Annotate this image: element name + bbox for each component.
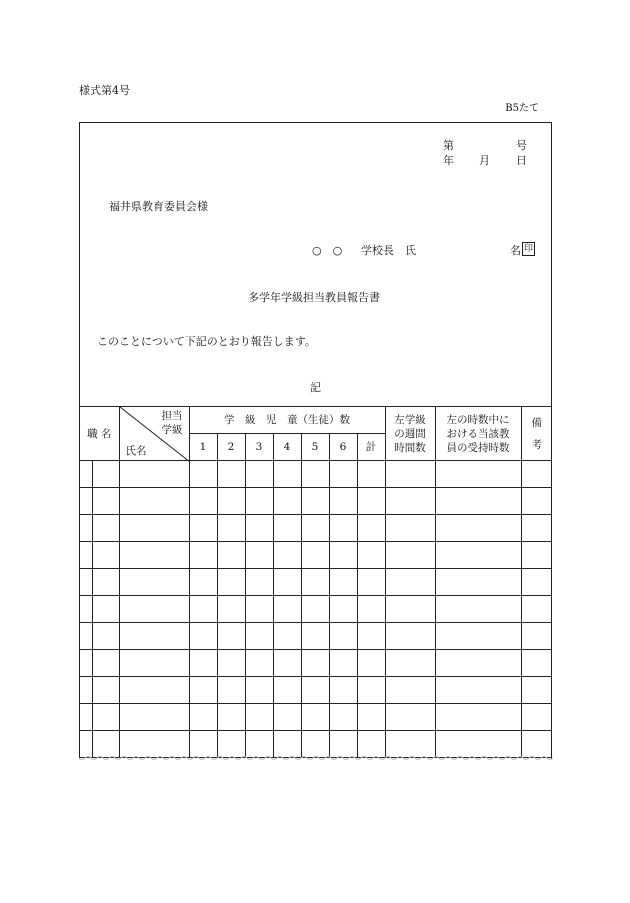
- date-day: 日: [516, 154, 527, 167]
- table-cell: [80, 461, 92, 488]
- table-cell: [273, 704, 301, 731]
- table-cell: [80, 542, 92, 569]
- table-cell: [189, 488, 217, 515]
- table-cell: [273, 731, 301, 758]
- table-cell: [521, 650, 552, 677]
- table-row: [80, 515, 552, 542]
- grade-6: 6: [329, 434, 357, 461]
- table-cell: [189, 461, 217, 488]
- table-cell: [119, 569, 189, 596]
- table-cell: [329, 677, 357, 704]
- continuation-wavy-edge: [79, 755, 553, 763]
- table-cell: [273, 461, 301, 488]
- table-cell: [217, 596, 245, 623]
- table-cell: [273, 569, 301, 596]
- table-cell: [80, 704, 92, 731]
- table-cell: [80, 515, 92, 542]
- table-cell: [329, 542, 357, 569]
- table-cell: [385, 542, 435, 569]
- table-cell: [385, 515, 435, 542]
- table-cell: [80, 623, 92, 650]
- table-row: [80, 596, 552, 623]
- report-title: 多学年学級担当教員報告書: [248, 291, 380, 304]
- table-cell: [385, 650, 435, 677]
- table-cell: [189, 623, 217, 650]
- table-cell: [357, 731, 385, 758]
- table-cell: [435, 704, 521, 731]
- table-cell: [385, 569, 435, 596]
- report-form-frame: [79, 122, 552, 759]
- table-cell: [301, 677, 329, 704]
- table-cell: [301, 596, 329, 623]
- table-cell: [521, 488, 552, 515]
- table-cell: [119, 461, 189, 488]
- form-number: 様式第4号: [79, 84, 130, 97]
- table-cell: [273, 650, 301, 677]
- table-cell: [301, 542, 329, 569]
- table-cell: [92, 596, 119, 623]
- table-cell: [521, 731, 552, 758]
- table-cell: [435, 569, 521, 596]
- table-cell: [435, 731, 521, 758]
- sender-school-placeholder: ○ ○: [312, 244, 343, 257]
- blank-rows: [80, 461, 552, 758]
- table-cell: [217, 623, 245, 650]
- table-cell: [357, 623, 385, 650]
- header-position: 職 名: [80, 407, 119, 461]
- table-cell: [189, 542, 217, 569]
- table-cell: [357, 704, 385, 731]
- table-cell: [119, 596, 189, 623]
- date-month: 月: [479, 154, 490, 167]
- table-cell: [329, 569, 357, 596]
- weekly-hours-line-3: 時間数: [394, 441, 426, 454]
- table-cell: [80, 569, 92, 596]
- table-cell: [245, 677, 273, 704]
- table-row: [80, 650, 552, 677]
- date-year: 年: [443, 154, 454, 167]
- diag-bottom-label: 氏名: [125, 445, 147, 457]
- table-cell: [217, 461, 245, 488]
- weekly-hours-line-2: の週間: [394, 427, 426, 440]
- table-cell: [92, 623, 119, 650]
- table-cell: [357, 596, 385, 623]
- table-cell: [385, 677, 435, 704]
- diag-top-label-2: 学級: [161, 424, 183, 436]
- table-cell: [435, 623, 521, 650]
- teacher-hours-line-2: おける当該教: [446, 427, 510, 440]
- table-cell: [301, 704, 329, 731]
- table-cell: [329, 596, 357, 623]
- table-cell: [521, 515, 552, 542]
- grade-5: 5: [301, 434, 329, 461]
- table-cell: [119, 650, 189, 677]
- table-cell: [385, 623, 435, 650]
- table-cell: [92, 731, 119, 758]
- table-cell: [119, 488, 189, 515]
- seal-mark: 印: [523, 244, 533, 254]
- table-cell: [435, 596, 521, 623]
- table-cell: [329, 623, 357, 650]
- table-cell: [189, 650, 217, 677]
- table-cell: [329, 515, 357, 542]
- table-cell: [329, 650, 357, 677]
- table-row: [80, 488, 552, 515]
- grade-total: 計: [357, 434, 385, 461]
- table-cell: [119, 731, 189, 758]
- table-cell: [385, 731, 435, 758]
- table-cell: [245, 488, 273, 515]
- table-cell: [329, 461, 357, 488]
- table-cell: [189, 569, 217, 596]
- table-cell: [92, 488, 119, 515]
- header-teacher-hours: [435, 407, 521, 461]
- table-cell: [435, 542, 521, 569]
- header-diagonal-cell: [119, 407, 189, 461]
- table-row: [80, 461, 552, 488]
- table-cell: [80, 596, 92, 623]
- table-cell: [245, 515, 273, 542]
- weekly-hours-line-1: 左学級: [394, 413, 426, 426]
- table-cell: [301, 461, 329, 488]
- table-cell: [357, 677, 385, 704]
- table-cell: [245, 704, 273, 731]
- header-weekly-hours: [385, 407, 435, 461]
- table-cell: [329, 488, 357, 515]
- table-cell: [245, 623, 273, 650]
- table-cell: [301, 623, 329, 650]
- table-row: [80, 623, 552, 650]
- paper-size-label: B5たて: [505, 103, 539, 114]
- grade-1: 1: [189, 434, 217, 461]
- table-cell: [119, 623, 189, 650]
- table-cell: [357, 650, 385, 677]
- teacher-hours-line-1: 左の時数中に: [446, 413, 510, 426]
- sender-name-label: 名: [510, 244, 521, 257]
- table-cell: [357, 569, 385, 596]
- diag-top-label-1: 担当: [161, 410, 183, 422]
- table-cell: [521, 677, 552, 704]
- table-cell: [217, 677, 245, 704]
- table-cell: [217, 488, 245, 515]
- table-cell: [357, 488, 385, 515]
- table-cell: [119, 704, 189, 731]
- table-cell: [329, 704, 357, 731]
- grade-2: 2: [217, 434, 245, 461]
- table-cell: [245, 596, 273, 623]
- report-body: このことについて下記のとおり報告します。: [97, 335, 316, 348]
- table-cell: [80, 731, 92, 758]
- table-cell: [435, 650, 521, 677]
- table-cell: [119, 515, 189, 542]
- table-cell: [521, 461, 552, 488]
- table-row: [80, 731, 552, 758]
- table-cell: [189, 515, 217, 542]
- seal-box: [522, 242, 535, 256]
- table-cell: [273, 515, 301, 542]
- grade-4: 4: [273, 434, 301, 461]
- doc-number-prefix: 第: [443, 139, 454, 152]
- table-cell: [273, 623, 301, 650]
- table-cell: [217, 704, 245, 731]
- table-cell: [245, 650, 273, 677]
- table-cell: [119, 542, 189, 569]
- table-cell: [245, 461, 273, 488]
- table-cell: [435, 488, 521, 515]
- table-cell: [329, 731, 357, 758]
- remarks-line-1: 備: [531, 416, 543, 429]
- table-cell: [92, 461, 119, 488]
- table-cell: [301, 650, 329, 677]
- teacher-report-table: [80, 406, 552, 758]
- table-cell: [189, 704, 217, 731]
- table-cell: [245, 569, 273, 596]
- header-students: 学 級 児 童（生徒）数: [189, 407, 385, 434]
- table-cell: [189, 731, 217, 758]
- header-remarks: [521, 407, 552, 461]
- ki-heading: 記: [310, 381, 321, 394]
- table-cell: [385, 704, 435, 731]
- table-cell: [80, 650, 92, 677]
- table-cell: [189, 596, 217, 623]
- table-cell: [357, 515, 385, 542]
- table-row: [80, 704, 552, 731]
- table-cell: [521, 569, 552, 596]
- table-cell: [435, 515, 521, 542]
- table-cell: [245, 542, 273, 569]
- table-cell: [119, 677, 189, 704]
- doc-number-suffix: 号: [516, 139, 527, 152]
- table-cell: [92, 650, 119, 677]
- recipient: 福井県教育委員会様: [109, 200, 208, 213]
- table-row: [80, 677, 552, 704]
- table-cell: [301, 731, 329, 758]
- table-cell: [435, 461, 521, 488]
- table-cell: [217, 515, 245, 542]
- table-cell: [385, 461, 435, 488]
- table-cell: [385, 596, 435, 623]
- table-cell: [521, 704, 552, 731]
- table-cell: [92, 515, 119, 542]
- table-cell: [189, 677, 217, 704]
- table-cell: [273, 596, 301, 623]
- table-cell: [357, 542, 385, 569]
- table-cell: [217, 650, 245, 677]
- table-cell: [80, 488, 92, 515]
- sender-title: 学校長 氏: [361, 244, 416, 257]
- table-cell: [92, 677, 119, 704]
- table-cell: [301, 569, 329, 596]
- grade-3: 3: [245, 434, 273, 461]
- table-cell: [80, 677, 92, 704]
- table-cell: [92, 704, 119, 731]
- table-row: [80, 542, 552, 569]
- table-cell: [385, 488, 435, 515]
- table-cell: [357, 461, 385, 488]
- table-cell: [301, 488, 329, 515]
- table-cell: [521, 623, 552, 650]
- table-cell: [301, 515, 329, 542]
- table-cell: [217, 731, 245, 758]
- remarks-line-2: 考: [531, 438, 543, 451]
- table-cell: [273, 677, 301, 704]
- table-cell: [217, 569, 245, 596]
- table-cell: [273, 488, 301, 515]
- teacher-hours-line-3: 員の受持時数: [446, 441, 510, 454]
- table-cell: [521, 596, 552, 623]
- table-cell: [435, 677, 521, 704]
- table-cell: [273, 542, 301, 569]
- table-cell: [92, 542, 119, 569]
- table-row: [80, 569, 552, 596]
- diag-top-labels: [162, 409, 183, 437]
- table-cell: [245, 731, 273, 758]
- table-cell: [217, 542, 245, 569]
- table-cell: [521, 542, 552, 569]
- table-cell: [92, 569, 119, 596]
